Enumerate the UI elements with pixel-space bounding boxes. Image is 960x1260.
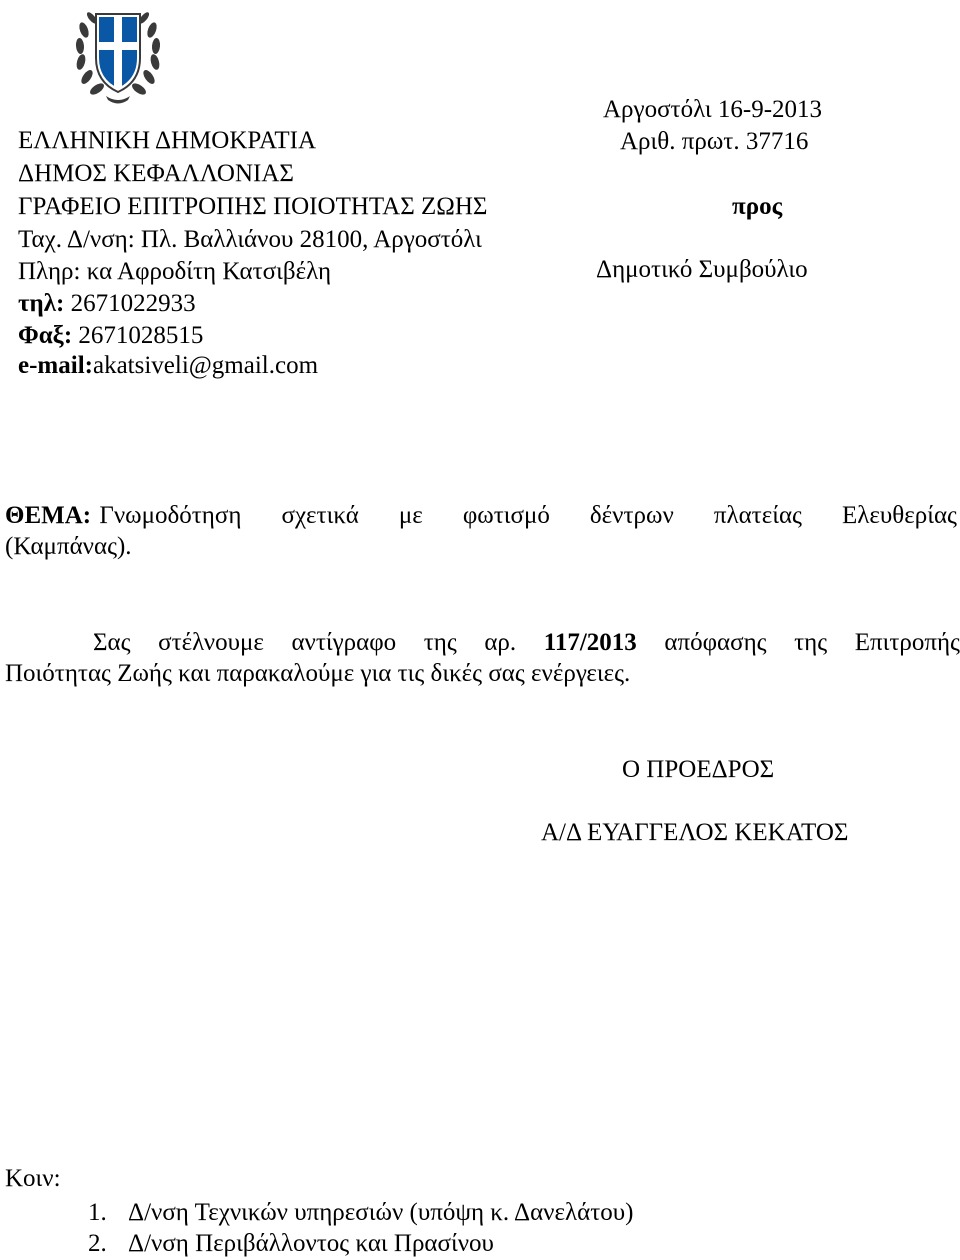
cc-item-text: Δ/νση Περιβάλλοντος και Πρασίνου — [128, 1230, 494, 1257]
signature-title: Ο ΠΡΟΕΔΡΟΣ — [622, 756, 775, 783]
email-label: e-mail: — [18, 352, 93, 379]
body-word: αντίγραφο — [291, 629, 397, 656]
cc-item — [88, 1197, 633, 1228]
decision-number: 117/2013 — [543, 629, 637, 656]
sender-email — [18, 350, 318, 381]
cc-item-number: 1. — [88, 1199, 107, 1226]
body-line-2: Ποιότητας Ζωής και παρακαλούμε για τις δικές σας ενέργειες. — [5, 660, 631, 687]
body-word: Σας — [93, 629, 131, 656]
sender-fax — [18, 320, 203, 351]
to-label: προς — [732, 193, 783, 220]
cc-item-text: Δ/νση Τεχνικών υπηρεσιών (υπόψη κ. Δανελάτου) — [128, 1199, 634, 1226]
body-word: αρ. — [484, 629, 517, 656]
body-line-1 — [93, 627, 960, 658]
subject-word: Ελευθερίας — [842, 502, 957, 529]
phone-value: 2671022933 — [64, 290, 196, 317]
recipient: Δημοτικό Συμβούλιο — [596, 256, 808, 283]
sender-municipality: ΔΗΜΟΣ ΚΕΦΑΛΛΟΝΙΑΣ — [18, 160, 294, 187]
subject-line-2: (Καμπάνας). — [5, 533, 132, 560]
fax-label: Φαξ: — [18, 322, 73, 349]
cc-list — [88, 1197, 633, 1259]
body-word: της — [794, 629, 828, 656]
body-paragraph — [5, 627, 960, 689]
protocol-number: Αριθ. πρωτ. 37716 — [620, 128, 809, 155]
greek-coat-of-arms-icon — [70, 0, 166, 112]
subject-word: πλατείας — [713, 502, 802, 529]
subject-word: φωτισμό — [462, 502, 550, 529]
email-value: akatsiveli@gmail.com — [92, 352, 319, 379]
date-line: Αργοστόλι 16-9-2013 — [603, 96, 823, 123]
subject — [5, 500, 957, 562]
subject-line-1 — [5, 500, 957, 531]
body-word: στέλνουμε — [158, 629, 264, 656]
phone-label: τηλ: — [18, 290, 65, 317]
cc-label: Κοιν: — [5, 1165, 61, 1192]
sender-contact-person: Πληρ: κα Αφροδίτη Κατσιβέλη — [18, 258, 332, 285]
body-word: της — [423, 629, 457, 656]
subject-word: Γνωμοδότηση — [99, 502, 242, 529]
cc-item — [88, 1228, 633, 1259]
subject-word: με — [398, 502, 423, 529]
sender-office: ΓΡΑΦΕΙΟ ΕΠΙΤΡΟΠΗΣ ΠΟΙΟΤΗΤΑΣ ΖΩΗΣ — [18, 193, 488, 220]
sender-country: ΕΛΛΗΝΙΚΗ ΔΗΜΟΚΡΑΤΙΑ — [18, 127, 316, 154]
body-word: απόφασης — [664, 629, 767, 656]
subject-word: δέντρων — [589, 502, 674, 529]
subject-label-group — [5, 500, 241, 531]
signature-name: Α/Δ ΕΥΑΓΓΕΛΟΣ ΚΕΚΑΤΟΣ — [541, 819, 849, 846]
sender-address: Ταχ. Δ/νση: Πλ. Βαλλιάνου 28100, Αργοστόλι — [18, 226, 482, 253]
sender-phone — [18, 288, 196, 319]
subject-word: σχετικά — [281, 502, 359, 529]
body-word: Επιτροπής — [854, 629, 960, 656]
cc-item-number: 2. — [88, 1230, 107, 1257]
fax-value: 2671028515 — [72, 322, 204, 349]
subject-label: ΘΕΜΑ: — [5, 502, 92, 529]
